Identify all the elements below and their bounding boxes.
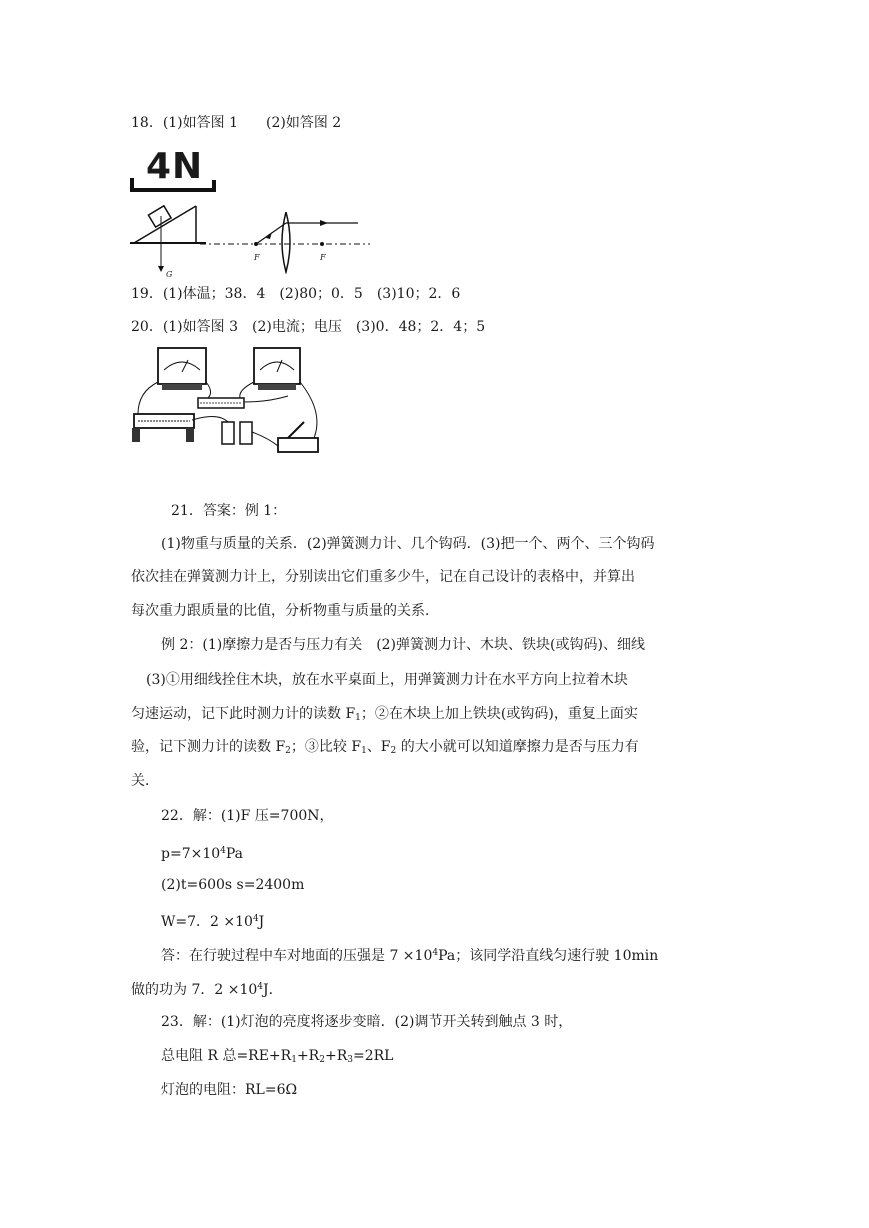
q21-ex2-line1: 例 2：(1)摩擦力是否与压力有关 (2)弹簧测力计、木块、铁块(或钩码)、细线 xyxy=(161,637,645,653)
force-label-4n: 4N xyxy=(146,146,204,187)
q21-ex1-line3: 每次重力跟质量的比值，分析物重与质量的关系． xyxy=(131,603,439,619)
focus-right-label: F xyxy=(320,253,326,262)
q21-ex2-line4: 验，记下测力计的读数 $F_2$；③比较 $F_1$、$F_2$ 的大小就可以知道摩擦力是否与压力有 xyxy=(131,739,639,756)
q21-head: 21．答案：例 1： xyxy=(171,503,287,519)
lens-ray-diagram xyxy=(200,212,372,274)
circuit-diagram xyxy=(128,342,328,460)
q21-ex1-line2: 依次挂在弹簧测力计上，分别读出它们重多少牛，记在自己设计的表格中，并算出 xyxy=(131,569,635,585)
q21-ex2-line5: 关． xyxy=(131,773,159,789)
q21-ex2-line2: (3)①用细线拴住木块，放在水平桌面上，用弹簧测力计在水平方向上拉着木块 xyxy=(146,672,628,688)
force-label-box xyxy=(128,148,213,198)
force-label-underline xyxy=(128,148,218,198)
q18-line: 18．(1)如答图 1 (2)如答图 2 xyxy=(131,115,342,131)
q22-line6: 做的功为 7．$2 \times 10^4J$． xyxy=(131,982,283,998)
q22-line5: 答：在行驶过程中车对地面的压强是 $7 \times 10^4Pa$；该同学沿直线匀速行驶 10min xyxy=(161,948,659,964)
q22-line2: $p=7\times 10^4Pa$ xyxy=(161,846,244,862)
q22-line3: (2)t=600s s=2400m xyxy=(161,877,305,893)
q23-line3: 灯泡的电阻：RL=6Ω xyxy=(161,1082,298,1098)
focus-left-label: F xyxy=(254,253,260,262)
q22-line1: 22．解：(1)F 压=700N， xyxy=(161,808,334,824)
gravity-label: G xyxy=(166,270,173,279)
q22-line4: W=7．$2 \times 10^4J$ xyxy=(161,914,265,930)
q23-line1: 23．解：(1)灯泡的亮度将逐步变暗．(2)调节开关转到触点 3 时， xyxy=(161,1014,573,1030)
q23-line2: 总电阻 R 总$=RE+R_1+R_2+R_3=2RL$ xyxy=(161,1048,394,1065)
q20-line: 20．(1)如答图 3 (2)电流；电压 (3)0．48；2．4；5 xyxy=(131,319,486,335)
q21-ex1-line1: (1)物重与质量的关系．(2)弹簧测力计、几个钩码．(3)把一个、两个、三个钩码 xyxy=(161,536,655,552)
q19-line: 19．(1)体温；38．4 (2)80；0．5 (3)10；2．6 xyxy=(131,286,461,302)
q21-ex2-line3: 匀速运动，记下此时测力计的读数 $F_1$；②在木块上加上铁块(或钩码)，重复上面实 xyxy=(131,706,638,723)
